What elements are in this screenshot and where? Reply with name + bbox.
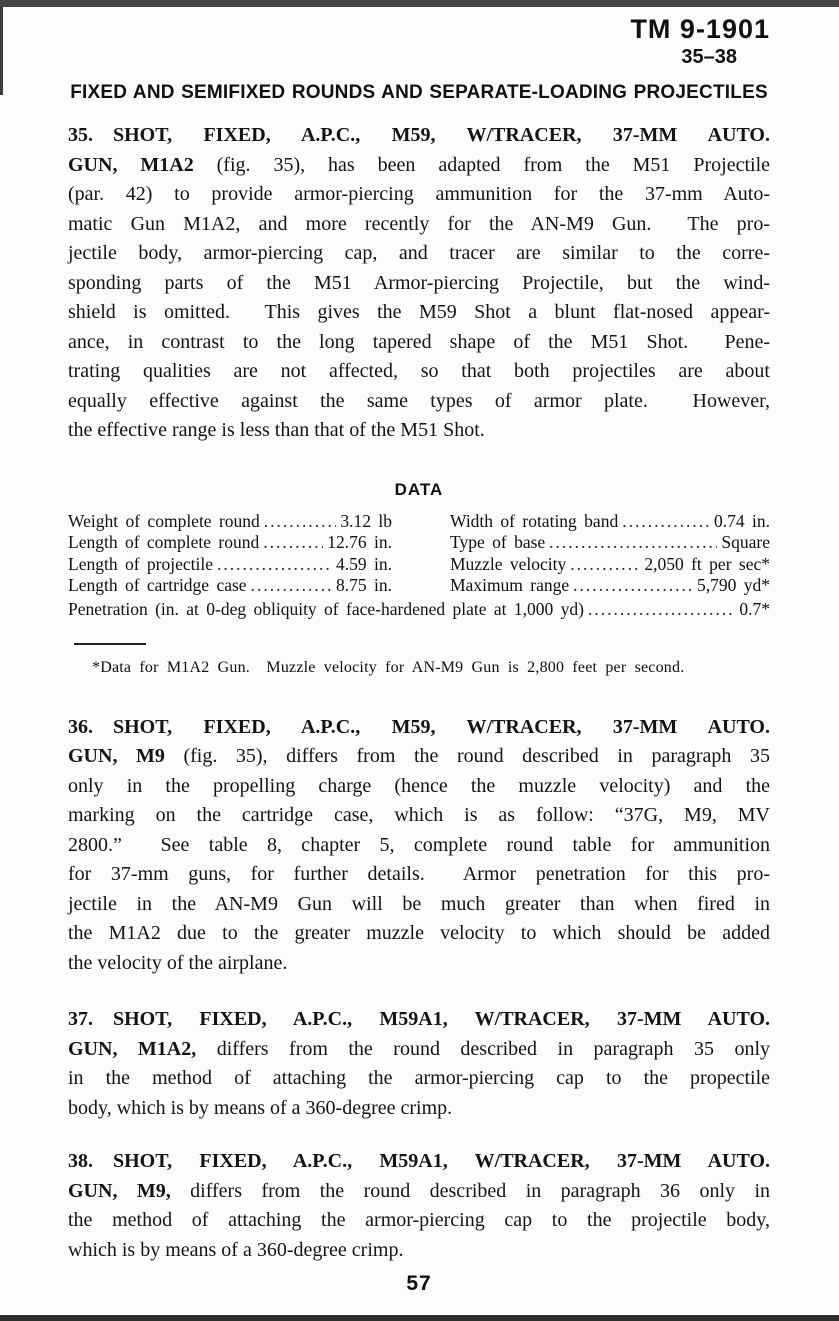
text-line [68, 387, 770, 417]
body-text: shield is omitted. This gives the M59 Shot a blunt flat-nosed appear- [68, 301, 770, 323]
dot-leader [570, 554, 640, 576]
text-line [68, 949, 770, 979]
dot-leader [251, 575, 332, 597]
body-text: only in the propelling charge (hence the muzzle velocity) and the [68, 774, 770, 797]
text-line [68, 1177, 770, 1207]
data-row [450, 554, 770, 576]
data-row-label: Type of base [450, 532, 546, 552]
bold-text: 38. SHOT, FIXED, A.P.C., M59A1, W/TRACER, 37-MM AUTO. [68, 1150, 770, 1172]
footnote-rule [74, 643, 146, 645]
dot-leader [549, 532, 717, 554]
body-text: (fig. 35), has been adapted from the M51 Projectile [193, 153, 770, 176]
bold-text: 37. SHOT, FIXED, A.P.C., M59A1, W/TRACER, 37-MM AUTO. [68, 1008, 770, 1030]
body-text: in the method of attaching the armor-piercing cap to the propectile [68, 1067, 770, 1089]
text-line [68, 1206, 770, 1236]
body-text: jectile body, armor-piercing cap, and tracer are similar to the corre- [68, 242, 770, 264]
paragraph-38 [68, 1147, 770, 1265]
body-text: the velocity of the airplane. [68, 951, 288, 974]
bold-text: 36. SHOT, FIXED, A.P.C., M59, W/TRACER, 37-MM AUTO. [68, 715, 770, 738]
data-row-label: Length of complete round [68, 532, 260, 552]
text-line [68, 742, 770, 772]
data-row [68, 532, 392, 554]
data-row-label: Maximum range [450, 575, 570, 595]
section-title: FIXED AND SEMIFIXED ROUNDS AND SEPARATE-LOADING PROJECTILES [70, 82, 768, 103]
text-line [68, 831, 770, 861]
dot-leader [263, 532, 323, 554]
data-row-label: Penetration (in. at 0-deg obliquity of face-hardened plate at 1,000 yd) [68, 598, 584, 619]
paragraph-36 [68, 713, 770, 979]
body-text: differs from the round described in paragraph 36 only in [170, 1179, 770, 1202]
text-line [68, 151, 770, 181]
data-row [450, 511, 770, 533]
data-heading: DATA [394, 479, 444, 499]
text-line [68, 298, 770, 328]
data-row [68, 575, 392, 597]
text-line [68, 357, 770, 387]
text-line [68, 713, 770, 743]
data-row [450, 532, 770, 554]
scan-border-left [0, 7, 3, 95]
data-row [68, 554, 392, 576]
data-row-value: 0.74 in. [714, 510, 770, 531]
text-line [68, 772, 770, 802]
dot-leader [264, 511, 337, 533]
dot-leader [573, 575, 693, 597]
data-row-value: 2,050 ft per sec* [644, 553, 770, 574]
data-table [68, 511, 770, 597]
text-line [68, 890, 770, 920]
body-text: for 37-mm guns, for further details. Armor penetration for this pro- [68, 863, 770, 885]
data-row-value: 8.75 in. [336, 575, 392, 595]
text-line [68, 180, 770, 210]
bold-text: GUN, M9, [68, 1179, 171, 1202]
data-row-value: Square [721, 532, 770, 552]
scan-border-bottom [0, 1315, 839, 1321]
data-footnote: *Data for M1A2 Gun. Muzzle velocity for AN-M9 Gun is 2,800 feet per second. [92, 658, 685, 676]
text-line [68, 860, 770, 890]
data-penetration-row [68, 598, 770, 620]
body-text: jectile in the AN-M9 Gun will be much greater than when fired in [68, 892, 770, 915]
text-line [68, 1094, 770, 1124]
text-line [68, 121, 770, 151]
manual-number: TM 9-1901 [630, 14, 770, 44]
paragraph-37 [68, 1005, 770, 1123]
text-line [68, 416, 770, 446]
data-row-label: Length of projectile [68, 553, 213, 574]
text-line [68, 269, 770, 299]
data-row [68, 598, 770, 620]
body-text: the M1A2 due to the greater muzzle velocity to which should be added [68, 922, 770, 944]
bold-text: GUN, M9 [68, 745, 165, 767]
body-text: the effective range is less than that of the M51 Shot. [68, 419, 485, 441]
data-row-value: 5,790 yd* [697, 575, 770, 595]
body-text: 2800.” See table 8, chapter 5, complete round table for ammunition [68, 833, 770, 856]
data-row-label: Muzzle velocity [450, 553, 567, 574]
body-text: marking on the cartridge case, which is as follow: “37G, M9, MV [68, 804, 770, 826]
body-text: trating qualities are not affected, so that both projectiles are about [68, 360, 770, 382]
bold-text: GUN, M1A2 [68, 153, 194, 176]
dot-leader [622, 511, 710, 533]
body-text: differs from the round described in paragraph 35 only [196, 1037, 770, 1060]
text-line [68, 1035, 770, 1065]
body-text: sponding parts of the M51 Armor-piercing Projectile, but the wind- [68, 271, 770, 294]
data-row-value: 12.76 in. [327, 532, 392, 552]
body-text: matic Gun M1A2, and more recently for the AN-M9 Gun. The pro- [68, 212, 770, 235]
body-text: which is by means of a 360-degree crimp. [68, 1238, 404, 1261]
data-column-left [68, 511, 392, 597]
data-column-right [450, 511, 770, 597]
text-line [68, 1236, 770, 1266]
data-row-label: Width of rotating band [450, 510, 619, 531]
body-text: (fig. 35), differs from the round described in paragraph 35 [164, 745, 770, 767]
bold-text: 35. SHOT, FIXED, A.P.C., M59, W/TRACER, 37-MM AUTO. [68, 124, 770, 146]
text-line [68, 328, 770, 358]
paragraph-35 [68, 121, 770, 446]
data-section [68, 480, 770, 678]
text-line [68, 1064, 770, 1094]
scan-border-top [0, 0, 839, 7]
body-text: equally effective against the same types of armor plate. However, [68, 389, 770, 412]
dot-leader [217, 554, 332, 576]
data-row [450, 575, 770, 597]
text-line [68, 239, 770, 269]
data-row-value: 4.59 in. [336, 553, 392, 574]
text-line [68, 1005, 770, 1035]
data-row-label: Weight of complete round [68, 510, 260, 531]
body-text: (par. 42) to provide armor-piercing ammunition for the 37-mm Auto- [68, 183, 770, 205]
data-row-value: 3.12 lb [340, 510, 392, 531]
body-text: ance, in contrast to the long tapered shape of the M51 Shot. Pene- [68, 330, 770, 353]
text-line [68, 1147, 770, 1177]
data-row-label: Length of cartridge case [68, 575, 247, 595]
text-line [68, 210, 770, 240]
text-line [68, 801, 770, 831]
data-row-value: 0.7* [739, 598, 770, 619]
data-row [68, 511, 392, 533]
body-text: the method of attaching the armor-piercing cap to the projectile body, [68, 1209, 770, 1231]
page-number: 57 [406, 1272, 432, 1295]
bold-text: GUN, M1A2, [68, 1037, 197, 1060]
paragraph-range: 35–38 [681, 46, 737, 68]
dot-leader [588, 598, 735, 620]
body-text: body, which is by means of a 360-degree crimp. [68, 1096, 453, 1119]
text-line [68, 919, 770, 949]
